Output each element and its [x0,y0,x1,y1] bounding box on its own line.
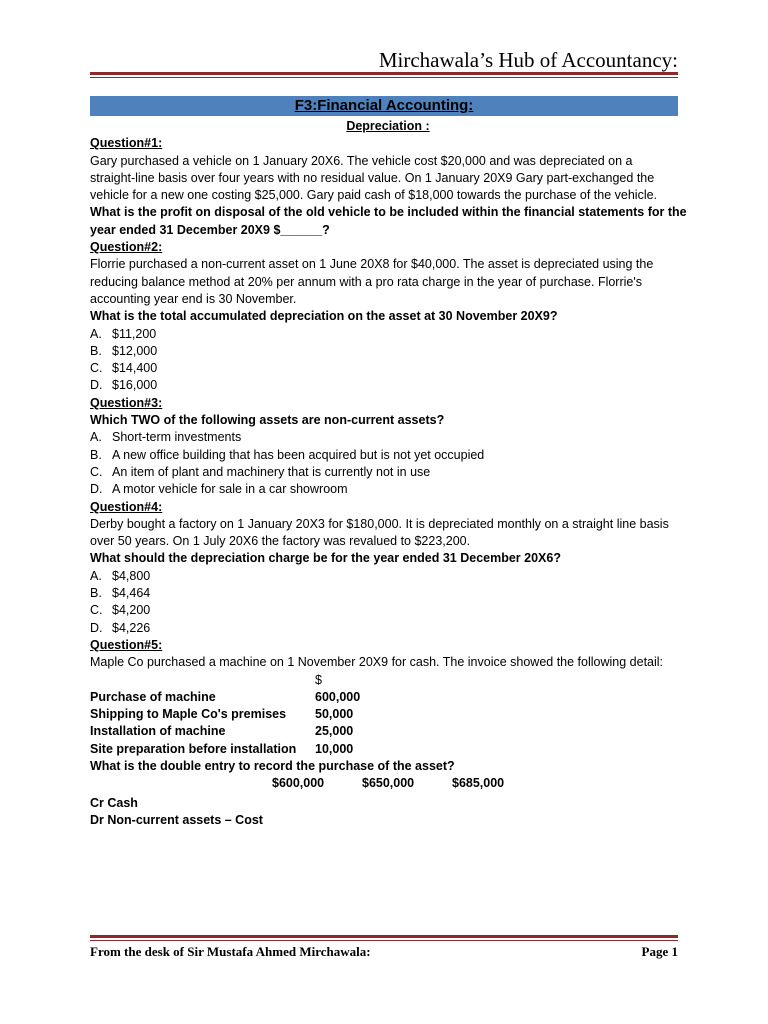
amount-option: $650,000 [362,776,415,791]
header-rule-thick [90,72,678,75]
option-letter: C. [90,603,103,618]
question-5-text: Maple Co purchased a machine on 1 November 20X9 for cash. The invoice showed the following detail: [90,655,664,670]
question-2-text: reducing balance method at 20% per annum with a pro rata charge in the year of purchase. Florrie's [90,274,643,289]
header-title: Mirchawala’s Hub of Accountancy: [378,48,678,72]
option-letter: A. [90,568,102,583]
option-letter: B. [90,586,102,601]
currency-header: $ [315,672,322,687]
option-a [90,568,686,585]
option-c [90,360,686,377]
question-1-label: Question#1: [90,136,163,151]
option-letter: A. [90,326,102,341]
amount-option: $600,000 [272,776,325,791]
amount-option: $685,000 [452,776,505,791]
question-1-prompt: year ended 31 December 20X9 $______? [90,222,330,237]
footer-rule-thick [90,935,678,938]
option-c [90,464,686,481]
option-text: A motor vehicle for sale in a car showroom [112,482,348,497]
option-text: $12,000 [112,343,158,358]
invoice-item: Installation of machine [90,724,226,739]
invoice-amount: 600,000 [315,689,361,704]
question-2-prompt: What is the total accumulated depreciation on the asset at 30 November 20X9? [90,309,558,324]
invoice-row [90,723,686,740]
invoice-item: Shipping to Maple Co's premises [90,707,287,722]
option-text: $14,400 [112,361,158,376]
question-4-text: over 50 years. On 1 July 20X6 the factory was revalued to $223,200. [90,534,471,549]
option-d [90,620,686,637]
question-5-prompt: What is the double entry to record the purchase of the asset? [90,758,455,773]
course-banner: F3:Financial Accounting: [90,96,678,116]
option-text: $16,000 [112,378,158,393]
header-rule-thin [90,77,678,78]
question-3-label: Question#3: [90,395,163,410]
option-text: Short-term investments [112,430,242,445]
page-number: Page 1 [641,944,678,959]
invoice-amount: 10,000 [315,741,354,756]
option-letter: D. [90,620,103,635]
section-title: Depreciation : [346,119,430,133]
option-d [90,377,686,394]
option-a [90,326,686,343]
question-2-text: Florrie purchased a non-current asset on 1 June 20X8 for $40,000. The asset is depreciated using the [90,257,654,272]
invoice-row [90,706,686,723]
option-b [90,343,686,360]
option-c [90,602,686,619]
question-4-text: Derby bought a factory on 1 January 20X3 for $180,000. It is depreciated monthly on a straight line basis [90,516,669,531]
question-1-prompt: What is the profit on disposal of the old vehicle to be included within the financial statements for the [90,205,687,220]
question-2-text: accounting year end is 30 November. [90,291,297,306]
option-letter: C. [90,361,103,376]
document-body [90,118,686,829]
footer-rule-thin [90,940,678,941]
option-text: $11,200 [112,326,157,341]
footer-author: From the desk of Sir Mustafa Ahmed Mirchawala: [90,944,371,959]
question-1-text: Gary purchased a vehicle on 1 January 20X6. The vehicle cost $20,000 and was depreciated on a [90,153,633,168]
question-2-label: Question#2: [90,240,163,255]
question-1-text: straight-line basis over four years with no residual value. On 1 January 20X9 Gary part-exchanged the [90,170,655,185]
option-a [90,429,686,446]
option-text: $4,800 [112,568,151,583]
option-b [90,585,686,602]
question-4-prompt: What should the depreciation charge be for the year ended 31 December 20X6? [90,551,561,566]
option-letter: B. [90,447,102,462]
option-letter: A. [90,430,102,445]
entry-debit: Dr Non-current assets – Cost [90,812,263,827]
option-text: $4,464 [112,586,151,601]
option-text: A new office building that has been acquired but is not yet occupied [112,447,485,462]
invoice-item: Purchase of machine [90,689,216,704]
option-text: $4,226 [112,620,151,635]
invoice-row [90,741,686,758]
option-letter: B. [90,343,102,358]
invoice-item: Site preparation before installation [90,741,297,756]
invoice-amount: 50,000 [315,707,354,722]
option-letter: C. [90,464,103,479]
question-4-label: Question#4: [90,499,163,514]
invoice-amount: 25,000 [315,724,354,739]
amount-options [90,775,686,792]
option-b [90,447,686,464]
invoice-row [90,689,686,706]
option-letter: D. [90,378,103,393]
question-3-prompt: Which TWO of the following assets are non-current assets? [90,413,445,428]
option-text: $4,200 [112,603,151,618]
option-d [90,481,686,498]
option-letter: D. [90,482,103,497]
question-1-text: vehicle for a new one costing $25,000. Gary paid cash of $18,000 towards the purchase of the vehicle. [90,188,658,203]
question-5-label: Question#5: [90,637,163,652]
entry-credit: Cr Cash [90,795,138,810]
option-text: An item of plant and machinery that is currently not in use [112,464,431,479]
